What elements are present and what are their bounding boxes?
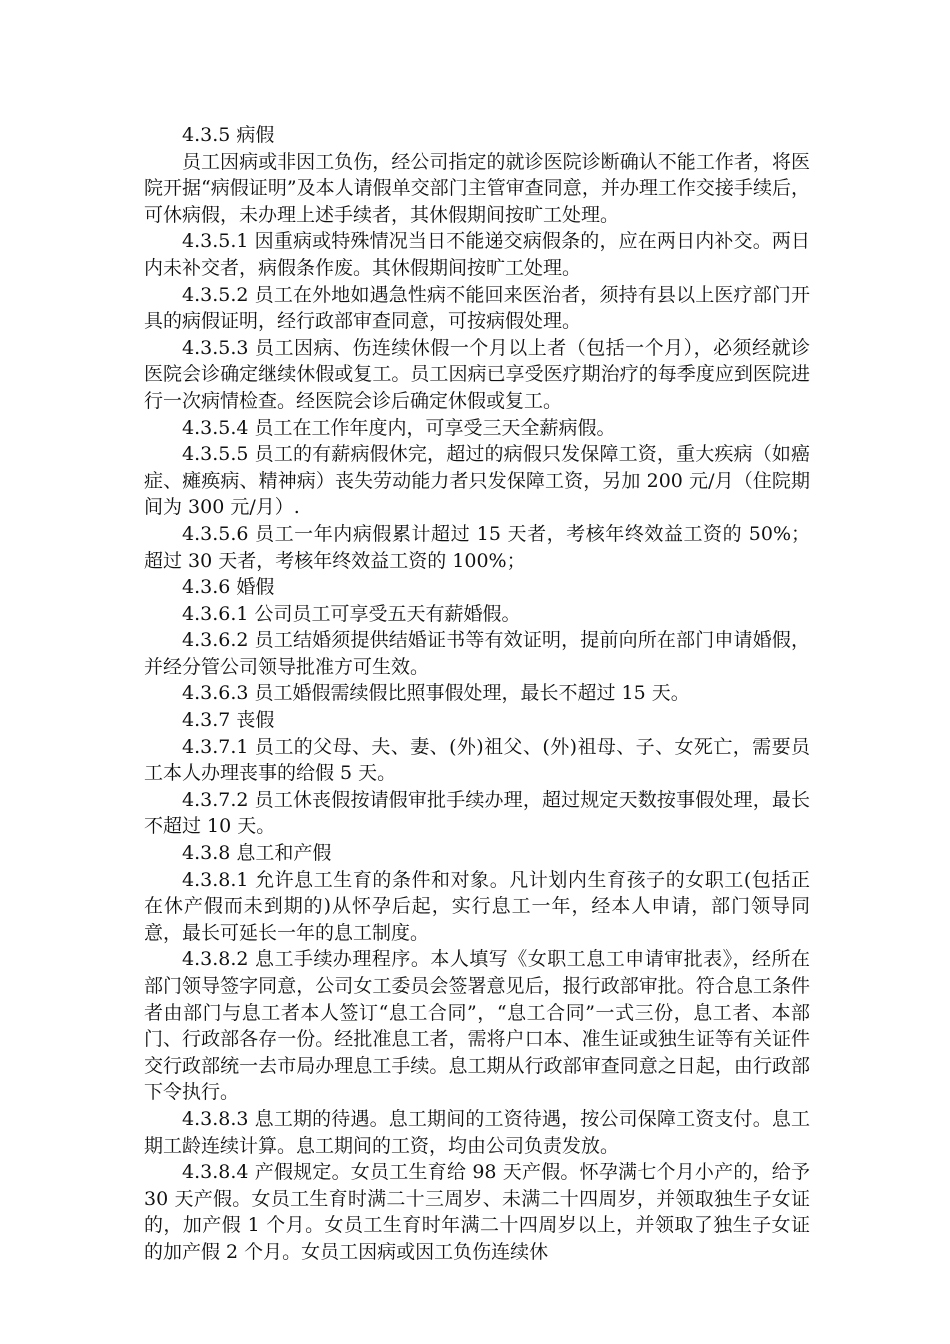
paragraph-4-3-5-1: 4.3.5.1 因重病或特殊情况当日不能递交病假条的，应在两日内补交。两日内未补交者，病假条作废。其休假期间按旷工处理。 [144,230,810,279]
paragraph-4-3-5-6: 4.3.5.6 员工一年内病假累计超过 15 天者，考核年终效益工资的 50%；超过 30 天者，考核年终效益工资的 100%； [144,522,810,572]
paragraph-4-3-8-2: 4.3.8.2 息工手续办理程序。本人填写《女职工息工申请审批表》，经所在部门领导签字同意，公司女工委员会签署意见后，报行政部审批。符合息工条件者由部门与息工者本人签订“息工合同”，“息工合同”一式三份，息工者、本部门、行政部各存一份。经批准息工者，需将户口本、准生证或独生证等有关证件交行政部统一去市局办理息工手续。息工期从行政部审查同意之日起，由行政部下令执行。 [144,948,810,1104]
section-heading-sick-leave: 4.3.5 病假 [182,124,275,146]
paragraph-4-3-5-3: 4.3.5.3 员工因病、伤连续休假一个月以上者（包括一个月），必须经就诊医院会诊确定继续休假或复工。员工因病已享受医疗期治疗的每季度应到医院进行一次病情检查。经医院会诊后确定休假或复工。 [144,336,810,412]
paragraph-4-3-5-2: 4.3.5.2 员工在外地如遇急性病不能回来医治者，须持有县以上医疗部门开具的病假证明，经行政部审查同意，可按病假处理。 [144,283,810,333]
paragraph-4-3-6-1: 4.3.6.1 公司员工可享受五天有薪婚假。 [182,602,521,625]
paragraph-4-3-8-4: 4.3.8.4 产假规定。女员工生育给 98 天产假。怀孕满七个月小产的，给予 30 天产假。女员工生育时满二十三周岁、未满二十四周岁，并领取独生子女证的，加产假 1 个月。女员工生育时年满二十四周岁以上，并领取了独生子女证的加产假 2 个月。女员工因病或因工负伤连续休 [144,1161,810,1263]
paragraph-4-3-6-2: 4.3.6.2 员工结婚须提供结婚证书等有效证明，提前向所在部门申请婚假，并经分管公司领导批准方可生效。 [144,629,810,678]
section-heading-bereavement-leave: 4.3.7 丧假 [182,709,275,732]
paragraph-4-3-7-2: 4.3.7.2 员工休丧假按请假审批手续办理，超过规定天数按事假处理，最长不超过 10 天。 [144,788,810,838]
paragraph-4-3-5-4: 4.3.5.4 员工在工作年度内，可享受三天全薪病假。 [182,416,616,439]
document-page [144,122,810,1266]
paragraph-sick-leave-intro: 员工因病或非因工负伤，经公司指定的就诊医院诊断确认不能工作者，将医院开据“病假证明”及本人请假单交部门主管审查同意，并办理工作交接手续后，可休病假，未办理上述手续者，其休假期间按旷工处理。 [144,150,810,226]
paragraph-4-3-5-5: 4.3.5.5 员工的有薪病假休完，超过的病假只发保障工资，重大疾病（如癌症、瘫痪病、精神病）丧失劳动能力者只发保障工资，另加 200 元/月（住院期间为 300 元/月）. [144,443,810,519]
paragraph-4-3-8-1: 4.3.8.1 允许息工生育的条件和对象。凡计划内生育孩子的女职工(包括正在休产假而未到期的)从怀孕后起，实行息工一年，经本人申请，部门领导同意，最长可延长一年的息工制度。 [144,868,810,944]
section-heading-rest-and-maternity: 4.3.8 息工和产假 [182,842,332,865]
section-heading-marriage-leave: 4.3.6 婚假 [182,576,275,599]
paragraph-4-3-6-3: 4.3.6.3 员工婚假需续假比照事假处理，最长不超过 15 天。 [182,682,690,705]
paragraph-4-3-7-1: 4.3.7.1 员工的父母、夫、妻、(外)祖父、(外)祖母、子、女死亡，需要员工本人办理丧事的给假 5 天。 [144,735,810,785]
paragraph-4-3-8-3: 4.3.8.3 息工期的待遇。息工期间的工资待遇，按公司保障工资支付。息工期工龄连续计算。息工期间的工资，均由公司负责发放。 [144,1107,810,1157]
